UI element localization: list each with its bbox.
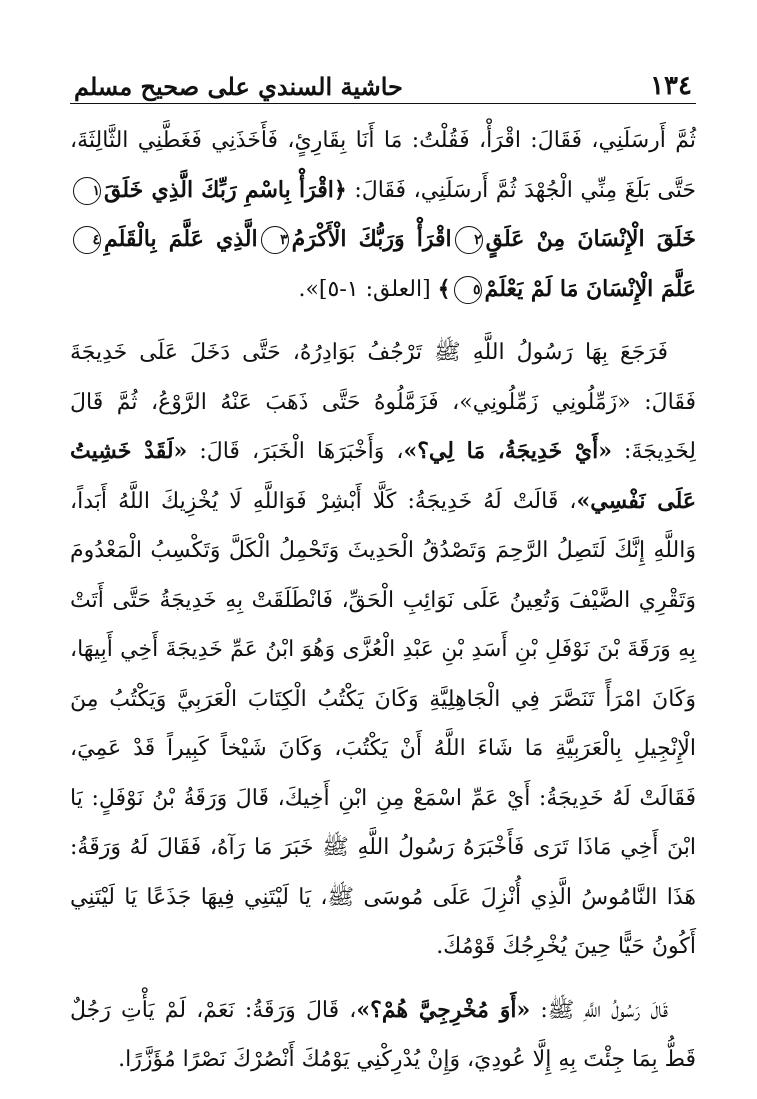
prophet-speech-text: «أَوَ مُخْرِجِيَّ هُمْ؟» — [356, 996, 531, 1023]
page-header — [70, 58, 696, 104]
body-text-segment: قَالَ رَسُولُ اللَّهِ ﷺ: — [530, 997, 668, 1023]
quran-verse-text: خَلَقَ الْإِنْسَانَ مِنْ عَلَقٍ — [485, 226, 696, 252]
ayah-number-marker: ١ — [73, 177, 101, 205]
paragraph — [70, 116, 696, 314]
ayah-number-marker: ٢ — [455, 226, 483, 254]
ayah-number-marker: ٤ — [73, 226, 101, 254]
quran-verse-text: اقْرَأْ وَرَبُّكَ الْأَكْرَمُ — [291, 226, 452, 252]
book-page — [70, 58, 696, 1099]
body-text-segment: [العلق: ١-٥]». — [298, 276, 438, 302]
quran-verse-text: عَلَّمَ الْإِنْسَانَ مَا لَمْ يَعْلَمْ — [484, 275, 696, 302]
prophet-speech-text: «لَقَدْ خَشِيتُ عَلَى نَفْسِي» — [70, 438, 696, 514]
prophet-speech-text: «أَيْ خَدِيجَةُ، مَا لِي؟» — [403, 438, 612, 464]
body-text-segment: ، قَالَتْ لَهُ خَدِيجَةُ: كَلَّا أَبْشِرْ فَوَاللَّهِ لَا يُخْزِيكَ اللَّهُ أَبَداً، وَاللَّهِ إِنَّكَ لَتَصِلُ الرَّحِمَ وَتَصْدُقُ الْحَدِيثَ وَتَحْمِلُ الْكَلَّ وَتَكْسِبُ الْمَعْدُومَ وَتَقْرِي الضَّيْفَ وَتُعِينُ عَلَى نَوَائِبِ الْحَقِّ، فَانْطَلَقَتْ بِهِ خَدِيجَةُ حَتَّى أَتَتْ بِهِ وَرَقَةَ بْنَ نَوْفَلِ بْنِ أَسَدِ بْنِ عَبْدِ الْعُزَّى وَهُوَ ابْنُ عَمِّ خَدِيجَةَ أَخِي أَبِيهَا، وَكَانَ امْرَأً تَنَصَّرَ فِي الْجَاهِلِيَّةِ وَكَانَ يَكْتُبُ الْكِتَابَ الْعَرَبِيَّ وَيَكْتُبُ مِنَ الْإِنْجِيلِ بِالْعَرَبِيَّةِ مَا شَاءَ اللَّهُ أَنْ يَكْتُبَ، وَكَانَ شَيْخاً كَبِيراً قَدْ عَمِيَ، فَقَالَتْ لَهُ خَدِيجَةُ: أَيْ عَمِّ اسْمَعْ مِنِ ابْنِ أَخِيكَ، قَالَ وَرَقَةُ بْنُ نَوْفَلٍ: يَا ابْنَ أَخِي مَاذَا تَرَى فَأَخْبَرَهُ رَسُولُ اللَّهِ ﷺ خَبَرَ مَا رَآهُ، فَقَالَ لَهُ وَرَقَةُ: هَذَا النَّامُوسُ الَّذِي أُنْزِلَ عَلَى مُوسَى ﷺ، يَا لَيْتَنِي فِيهَا جَذَعًا يَا لَيْتَنِي أَكُونُ حَيًّا حِينَ يُخْرِجُكَ قَوْمُكَ. — [70, 488, 696, 959]
body-text-segment: ، قَالَ وَرَقَةُ: نَعَمْ، لَمْ يَأْتِ رَجُلٌ قَطُّ بِمَا جِئْتَ بِهِ إِلَّا عُودِيَ، وَإِنْ يُدْرِكْنِي يَوْمُكَ أَنْصُرْكَ نَصْرًا مُؤَزَّرًا. — [70, 997, 696, 1072]
page-number: ١٣٤ — [650, 71, 692, 101]
paragraph — [70, 328, 696, 972]
body-text — [70, 116, 696, 1085]
body-text-segment: ثُمَّ أَرسَلَنِي، فَقَالَ: اقْرَأْ، فَقُلْتُ: مَا أَنَا بِقَارِئٍ، فَأَخَذَنِي فَغَطَّنِي الثَّالِثَةَ، حَتَّى بَلَغَ مِنِّي الْجُهْدَ ثُمَّ أَرسَلَنِي، فَقَالَ: — [70, 128, 697, 203]
quran-verse-text: الَّذِي عَلَّمَ بِالْقَلَمِ — [104, 226, 258, 252]
ayah-number-marker: ٣ — [261, 226, 289, 254]
quran-verse-text: ﴿اقْرَأْ بِاسْمِ رَبِّكَ الَّذِي خَلَقَ — [104, 176, 347, 203]
body-text-segment: فَرَجَعَ بِهَا رَسُولُ اللَّهِ ﷺ تَرْجُفُ بَوَادِرُهُ، حَتَّى دَخَلَ عَلَى خَدِيجَةَ فَقَالَ: «زَمِّلُونِي زَمِّلُونِي»، فَزَمَّلُوهُ حَتَّى ذَهَبَ عَنْهُ الرَّوْعُ، ثُمَّ قَالَ لِخَدِيجَةَ: — [70, 340, 696, 464]
ayah-number-marker: ٥ — [454, 276, 482, 304]
body-text-segment: ، وَأَخْبَرَهَا الْخَبَرَ، قَالَ: — [187, 439, 404, 464]
paragraph — [70, 986, 696, 1085]
running-title: حاشية السندي على صحيح مسلم — [74, 72, 403, 101]
quran-verse-text: ﴾ — [437, 275, 451, 302]
